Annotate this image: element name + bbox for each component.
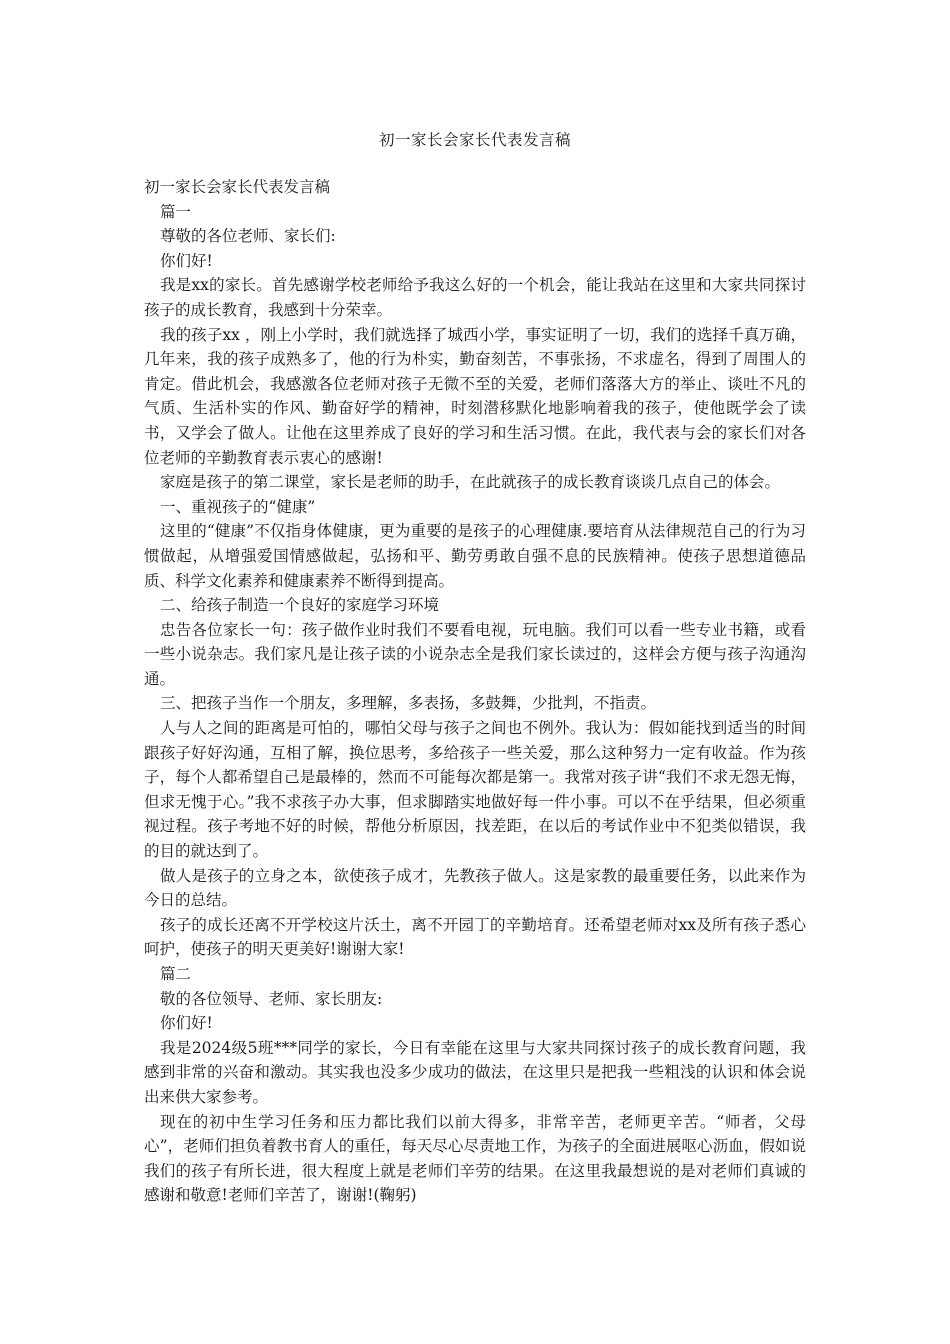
subheading: 三、把孩子当作一个朋友，多理解，多表扬，多鼓舞，少批判，不指责。 xyxy=(160,694,657,713)
paragraph: 我是2024级5班***同学的家长，今日有幸能在这里与大家共同探讨孩子的成长教育问题，我感到非常的兴奋和激动。其实我也没多少成功的做法，在这里只是把我一些粗浅的认识和体会说出来供大家参考。 xyxy=(144,1038,806,1106)
paragraph: 这里的“健康”不仅指身体健康，更为重要的是孩子的心理健康.要培育从法律规范自己的行为习惯做起，从增强爱国情感做起，弘扬和平、勤劳勇敢自强不息的民族精神。使孩子思想道德品质、科学文化素养和健康素养不断得到提高。 xyxy=(144,522,806,590)
paragraph: 现在的初中生学习任务和压力都比我们以前大得多，非常辛苦，老师更辛苦。“师者，父母心”，老师们担负着教书育人的重任，每天尽心尽责地工作，为孩子的全面进展呕心沥血，假如说我们的孩子有所长进，很大程度上就是老师们辛劳的结果。在这里我最想说的是对老师们真诚的感谢和敬意!老师们辛苦了，谢谢!(鞠躬) xyxy=(144,1112,806,1205)
document-body xyxy=(144,175,806,1208)
section-label: 篇一 xyxy=(160,202,192,221)
salutation: 尊敬的各位老师、家长们: xyxy=(160,227,336,246)
paragraph: 我的孩子xx ，刚上小学时，我们就选择了城西小学，事实证明了一切，我们的选择千真万确，几年来，我的孩子成熟多了，他的行为朴实，勤奋刻苦，不事张扬，不求虚名，得到了周围人的肯定。借此机会，我感激各位老师对孩子无微不至的关爱，老师们落落大方的举止、谈吐不凡的气质、生活朴实的作风、勤奋好学的精神，时刻潜移默化地影响着我的孩子，使他既学会了读书，又学会了做人。让他在这里养成了良好的学习和生活习惯。在此，我代表与会的家长们对各位老师的辛勤教育表示衷心的感谢! xyxy=(144,325,806,467)
body-heading: 初一家长会家长代表发言稿 xyxy=(144,178,331,196)
greeting: 你们好! xyxy=(160,251,213,270)
paragraph: 忠告各位家长一句：孩子做作业时我们不要看电视，玩电脑。我们可以看一些专业书籍，或看一些小说杂志。我们家凡是让孩子读的小说杂志全是我们家长读过的，这样会方便与孩子沟通沟通。 xyxy=(144,620,806,688)
salutation: 敬的各位领导、老师、家长朋友: xyxy=(160,989,383,1008)
section-label: 篇二 xyxy=(160,965,192,983)
subheading: 二、给孩子制造一个良好的家庭学习环境 xyxy=(160,596,440,615)
paragraph: 我是xx的家长。首先感谢学校老师给予我这么好的一个机会，能让我站在这里和大家共同探讨孩子的成长教育，我感到十分荣幸。 xyxy=(144,276,806,319)
document-title: 初一家长会家长代表发言稿 xyxy=(378,131,571,149)
paragraph: 做人是孩子的立身之本，欲使孩子成才，先教孩子做人。这是家教的最重要任务，以此来作为今日的总结。 xyxy=(144,866,806,910)
paragraph: 家庭是孩子的第二课堂，家长是老师的助手，在此就孩子的成长教育谈谈几点自己的体会。 xyxy=(160,473,781,492)
subheading: 一、重视孩子的“健康” xyxy=(160,497,316,516)
paragraph: 人与人之间的距离是可怕的，哪怕父母与孩子之间也不例外。我认为：假如能找到适当的时间跟孩子好好沟通，互相了解，换位思考，多给孩子一些关爱，那么这种努力一定有收益。作为孩子，每个人都希望自己是最棒的，然而不可能每次都是第一。我常对孩子讲“我们不求无怨无悔，但求无愧于心。”我不求孩子办大事，但求脚踏实地做好每一件小事。可以不在乎结果，但必须重视过程。孩子考地不好的时候，帮他分析原因，找差距，在以后的考试作业中不犯类似错误，我的目的就达到了。 xyxy=(144,719,806,861)
paragraph: 孩子的成长还离不开学校这片沃土，离不开园丁的辛勤培育。还希望老师对xx及所有孩子悉心呵护，使孩子的明天更美好!谢谢大家! xyxy=(144,915,806,959)
greeting: 你们好! xyxy=(160,1014,213,1033)
